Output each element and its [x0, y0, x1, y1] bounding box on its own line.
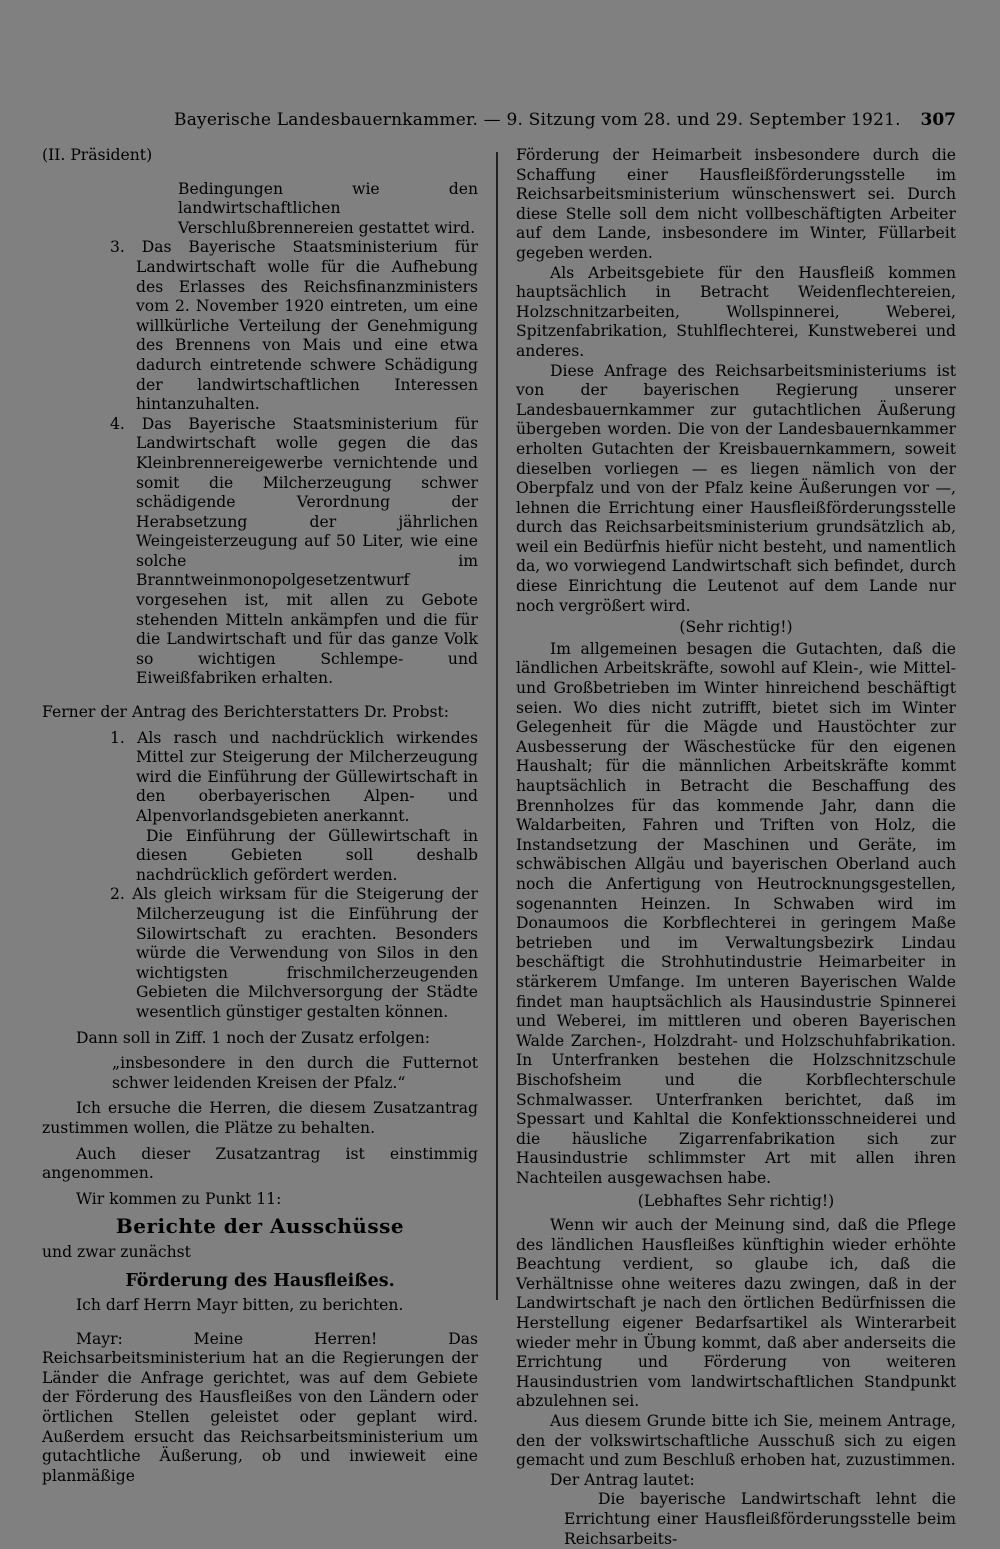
probst-item-1: 1. Als rasch und nachdrücklich wirkendes Mittel zur Steigerung der Milcherzeugung wird die Einführung der Güllewirtschaft in den oberbayerischen Alpen- und Alpenvorlandsgebieten anerkannt. [110, 728, 478, 825]
section-label: (II. Präsident) [42, 146, 153, 164]
right-para-2: Als Arbeitsgebiete für den Hausfleiß kommen hauptsächlich in Betracht Weidenflechtereien, Holzschnitzarbeiten, Wollspinnerei, Weberei, Spitzenfabrikation, Stuhlflechterei, Kunstweberei und anderes. [516, 263, 956, 360]
probst-item-1b: Die Einführung der Güllewirtschaft in diesen Gebieten soll deshalb nachdrücklich gefördert werden. [136, 826, 478, 884]
mayr-speech: Mayr: Meine Herren! Das Reichsarbeitsministerium hat an die Regierungen der Länder die Anfrage gerichtet, was auf dem Gebiete der Förderung des Hausfleißes von den Ländern oder örtlichen Stellen geleistet oder geplant wird. Außerdem ersucht das Reichsarbeitsministerium um gutachtliche Äußerung, ob und inwieweit eine planmäßige [42, 1329, 478, 1485]
column-divider [496, 152, 498, 1300]
right-para-1: Förderung der Heimarbeit insbesondere durch die Schaffung einer Hausfleißförderungsstelle im Reichsarbeitsministerium wünschenswert sei. Durch diese Stelle soll dem nicht vollbeschäftigten Arbeiter auf dem Lande, insbesondere im Winter, Füllarbeit gegeben werden. [516, 146, 956, 262]
probst-item-2: 2. Als gleich wirksam für die Steigerung der Milcherzeugung ist die Einführung der Silowirtschaft zu erachten. Besonders würde die Verwendung von Silos in den wichtigsten frischmilcherzeugenden Gebieten die Milchversorgung der Städte wesentlich günstiger gestalten können. [110, 885, 478, 1021]
right-para-6: Aus diesem Grunde bitte ich Sie, meinem Antrage, den der volkswirtschaftliche Ausschuß sich zu eigen gemacht und zum Beschluß erhoben hat, zuzustimmen. [516, 1412, 956, 1470]
adopted-note: Auch dieser Zusatzantrag ist einstimmig angenommen. [42, 1144, 478, 1183]
zusatz-intro: Dann soll in Ziff. 1 noch der Zusatz erfolgen: [76, 1028, 431, 1047]
right-para-3: Diese Anfrage des Reichsarbeitsministeriums ist von der bayerischen Regierung unserer Landesbauernkammer zur gutachtlichen Äußerung übergeben worden. Die von der Landesbauernkammer erholten Gutachten der Kreisbauernkammern, soweit dieselben vorliegen — es liegen nämlich von der Oberpfalz und von der Pfalz keine Äußerungen vor —, lehnen die Errichtung einer Hausfleißförderungsstelle durch das Reichsarbeitsministerium grundsätzlich ab, weil ein Bedürfnis hiefür nicht besteht, und namentlich da, wo vorwiegend Landwirtschaft sich befindet, durch diese Einrichtung die Leutenot auf dem Lande nur noch vergrößert wird. [516, 361, 956, 615]
speaker-call: Ich darf Herrn Mayr bitten, zu berichten. [76, 1296, 404, 1315]
motion-item-4: 4. Das Bayerische Staatsministerium für Landwirtschaft wolle gegen die das Kleinbrennereigewerbe vernichtende und somit die Milcherzeugung schwer schädigende Verordnung der Herabsetzung der jährlichen Weingeisterzeugung auf 50 Liter, wie eine solche im Branntweinmonopolgesetzentwurf vorgesehen ist, mit allen zu Gebote stehenden Mitteln ankämpfen und die für die Landwirtschaft und für das ganze Volk so wichtigen Schlempe- und Eiweißfabriken erhalten. [110, 414, 478, 688]
right-para-5: Wenn wir auch der Meinung sind, daß die Pflege des ländlichen Hausfleißes künftighin wieder erhöhte Beachtung verdient, so glaube ich, daß die Verhältnisse ohne weiteres dazu zwingen, daß in der Landwirtschaft je nach den örtlichen Bedürfnissen die Herstellung eigener Bedarfsartikel als Winterarbeit wieder mehr in Übung kommt, daß aber anderseits die Errichtung und Förderung von weiteren Hausindustrien vom landwirtschaftlichen Standpunkt abzulehnen sei. [516, 1216, 956, 1411]
right-column [516, 146, 956, 1549]
motion-reads: Der Antrag lautet: [550, 1470, 695, 1489]
zusatz-quote: „insbesondere in den durch die Futternot schwer leidenden Kreisen der Pfalz.“ [112, 1054, 478, 1092]
agenda-point-11: Wir kommen zu Punkt 11: [76, 1189, 282, 1208]
left-column [42, 146, 478, 1486]
applause-2: (Lebhaftes Sehr richtig!) [637, 1192, 835, 1211]
heading-berichte: Berichte der Ausschüsse [115, 1214, 405, 1239]
motion-item-3: 3. Das Bayerische Staatsministerium für Landwirtschaft wolle für die Aufhebung des Erlasses des Reichsfinanzministers vom 2. November 1920 eintreten, um eine willkürliche Verteilung der Genehmigung des Brennens von Mais und eine etwa dadurch eintretende schwere Schädigung der landwirtschaftlichen Interessen hintanzuhalten. [110, 238, 478, 414]
page-number: 307 [920, 110, 956, 130]
running-title: Bayerische Landesbauernkammer. — 9. Sitzung vom 28. und 29. September 1921. [174, 110, 901, 130]
probst-intro: Ferner der Antrag des Berichterstatters Dr. Probst: [42, 703, 449, 722]
first-of-all: und zwar zunächst [42, 1242, 191, 1261]
heading-foerderung: Förderung des Hausfleißes. [125, 1271, 395, 1292]
applause-1: (Sehr richtig!) [679, 618, 793, 637]
running-header [42, 108, 958, 134]
motion-text: Die bayerische Landwirtschaft lehnt die Errichtung einer Hausfleißförderungsstelle beim Reichsarbeits- [564, 1490, 956, 1548]
continued-text: Bedingungen wie den landwirtschaftlichen Verschlußbrennereien gestattet wird. [178, 179, 478, 237]
right-para-4: Im allgemeinen besagen die Gutachten, daß die ländlichen Arbeitskräfte, sowohl auf Klein-, wie Mittel- und Großbetrieben im Winter hinreichend beschäftigt seien. Wo dies nicht zutrifft, bietet sich im Winter Gelegenheit für die Mägde und Haustöchter zur Ausbesserung der Wäschestücke für den eigenen Haushalt; für die männlichen Arbeitskräfte kommt hauptsächlich in Betracht die Beschaffung des Brennholzes für das kommende Jahr, dann die Waldarbeiten, Fahren und Triften von Holz, die Instandsetzung der Maschinen und Geräte, im schwäbischen Allgäu und bayerischen Oberland auch noch die Anfertigung von Heutrocknungsgestellen, sogenannten Heinzen. In Schwaben wird im Donaumoos die Korbflechterei in geringem Maße betrieben und im Verwaltungsbezirk Lindau beschäftigt die Strohhutindustrie Heimarbeiter in stärkerem Umfange. Im unteren Bayerischen Walde findet man hauptsächlich als Hausindustrie Spinnerei und Weberei, im mittleren und oberen Bayerischen Walde Zarchen-, Holzdraht- und Holzschuhfabrikation. In Unterfranken bestehen die Holzschnitzschule Bischofsheim und die Korbflechterschule Schmalwasser. Unterfranken berichtet, daß im Spessart und Kahltal die Konfektionsschneiderei und die häusliche Zigarrenfabrikation sich zur Hausindustrie schlimmster Art mit allen ihren Nachteilen ausgewachsen habe. [516, 639, 956, 1187]
request-consent: Ich ersuche die Herren, die diesem Zusatzantrag zustimmen wollen, die Plätze zu behalten. [42, 1099, 478, 1137]
